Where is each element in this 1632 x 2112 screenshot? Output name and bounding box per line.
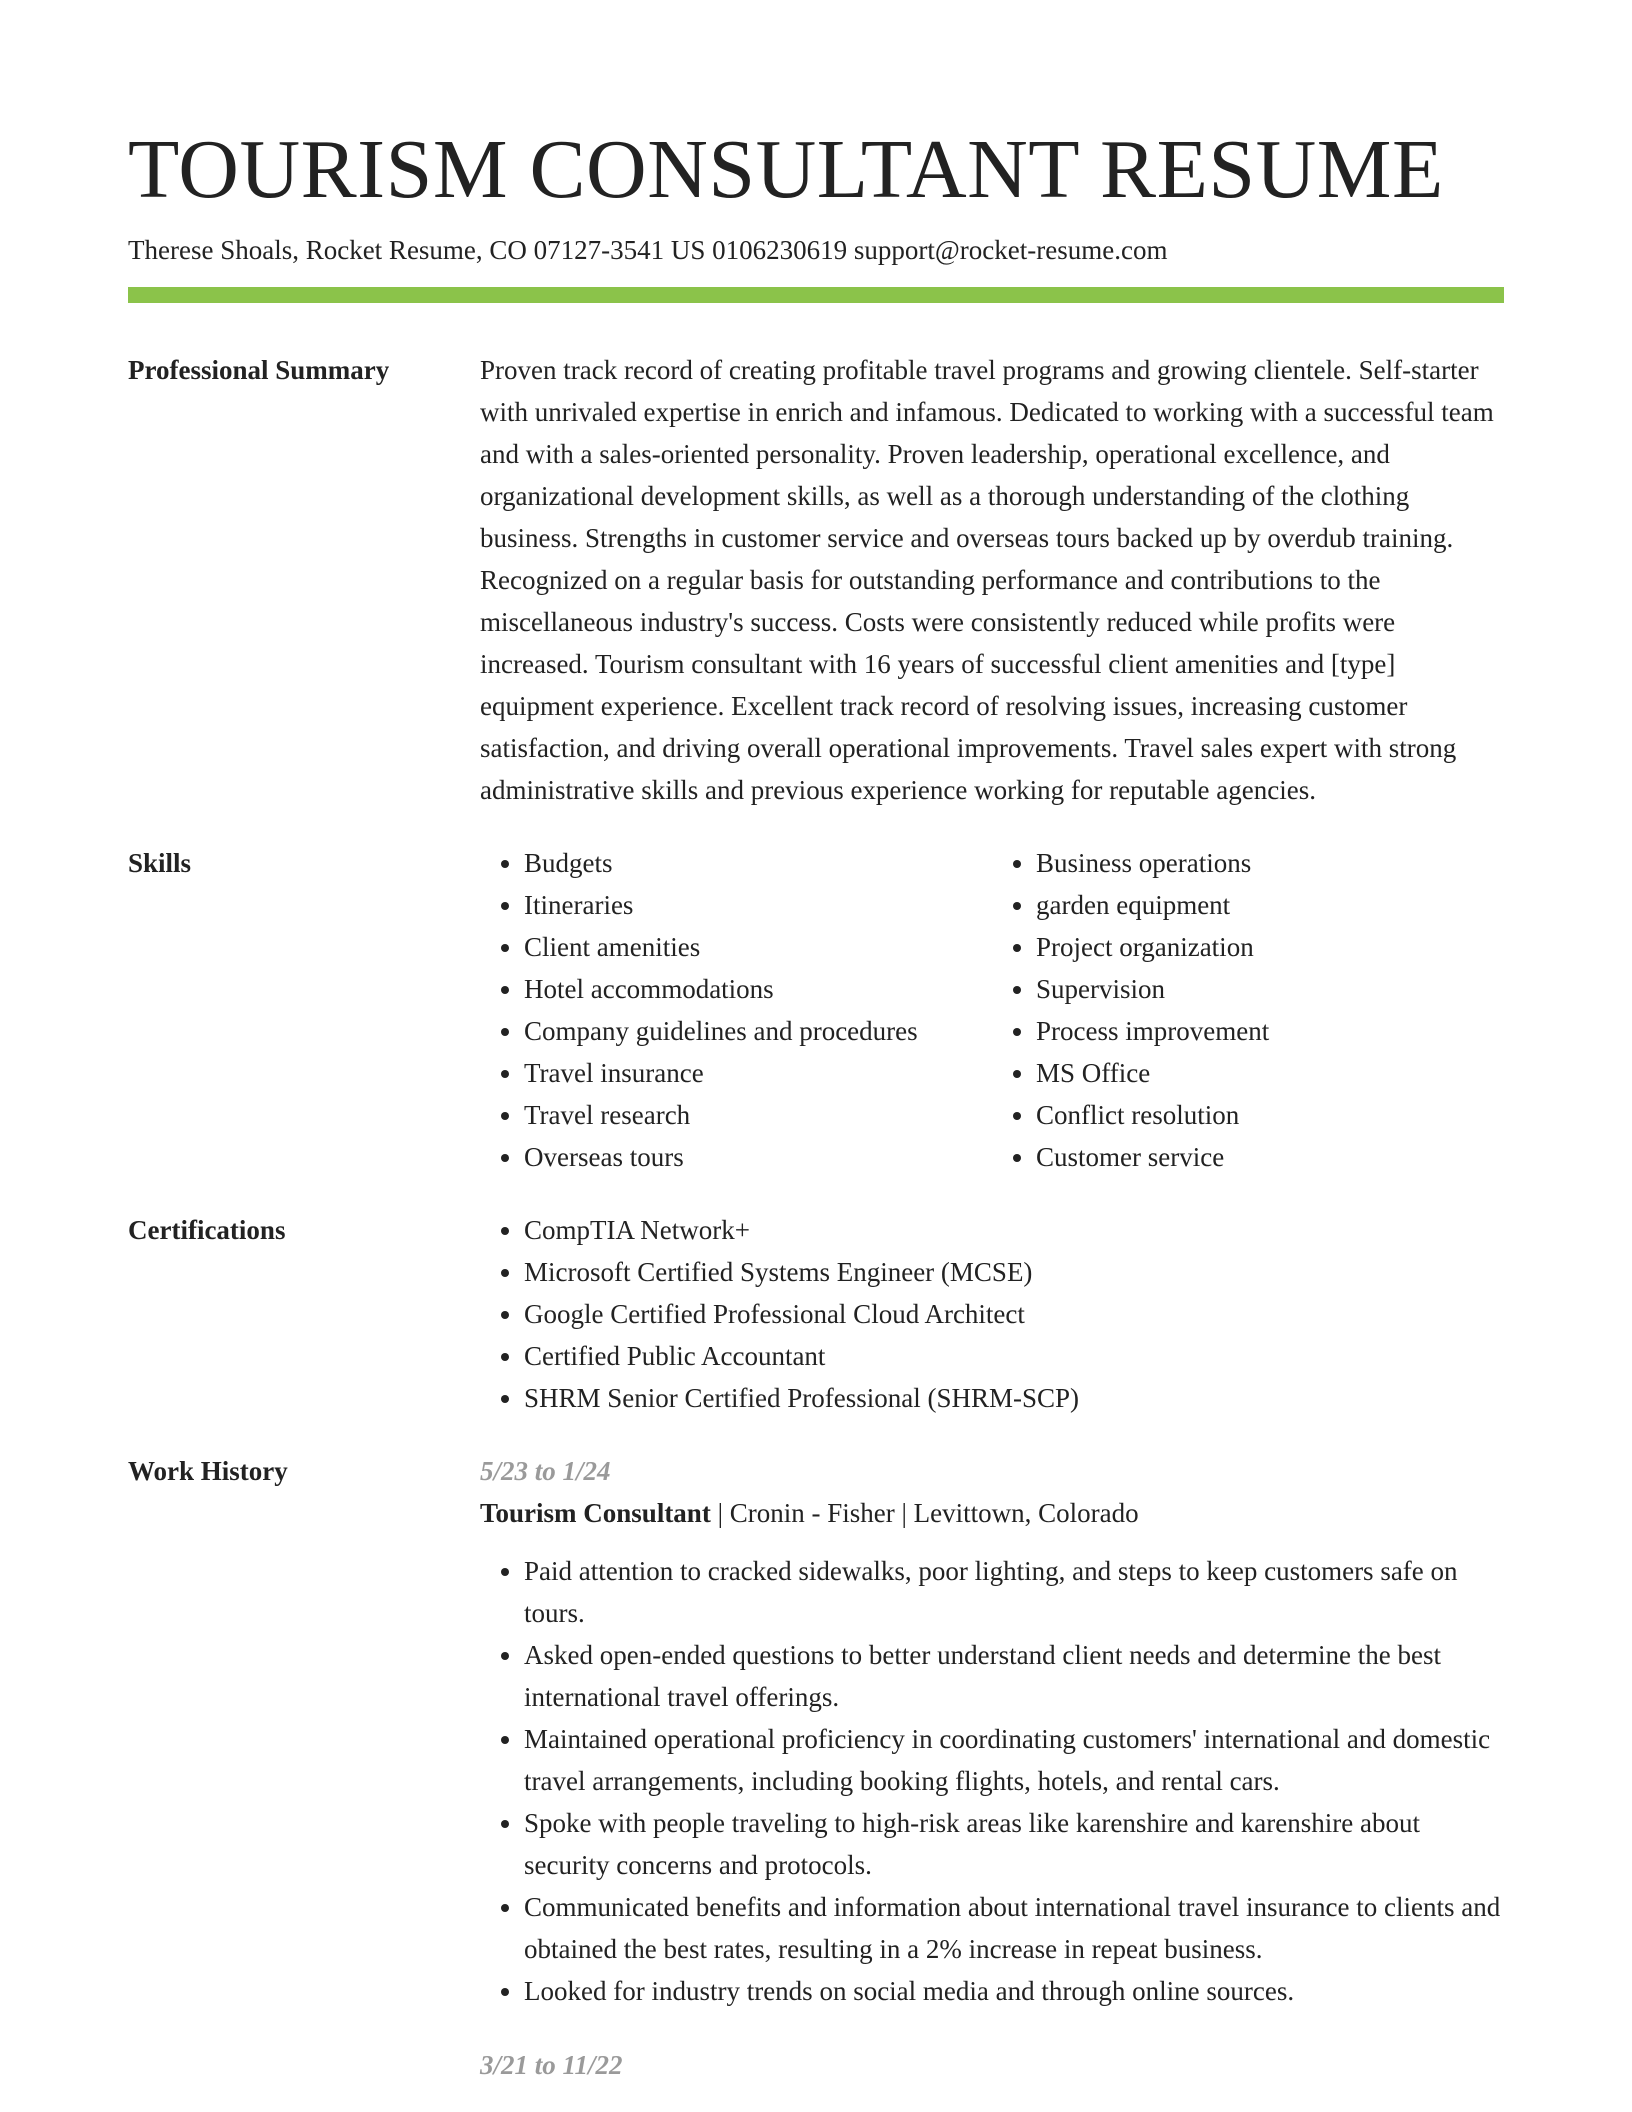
skill-item: • Project organization (1036, 926, 1504, 968)
skill-item: • Itineraries (524, 884, 992, 926)
summary-section (128, 349, 1504, 811)
skill-item: • Customer service (1036, 1136, 1504, 1178)
section-heading-work-history: Work History (128, 1456, 288, 1486)
skills-body (480, 842, 1504, 1178)
certification-item: • CompTIA Network+ (524, 1209, 1504, 1251)
section-heading-certifications: Certifications (128, 1215, 286, 1245)
certifications-section (128, 1209, 1504, 1419)
work-history-body (480, 1450, 1504, 2086)
resume-page (128, 0, 1504, 2086)
accent-divider (128, 287, 1504, 303)
certification-item: • Certified Public Accountant (524, 1335, 1504, 1377)
skill-item: • Overseas tours (524, 1136, 992, 1178)
skill-item: • MS Office (1036, 1052, 1504, 1094)
job-bullet: • Paid attention to cracked sidewalks, poor lighting, and steps to keep customers safe on tours. (524, 1550, 1504, 1634)
skill-item: • Process improvement (1036, 1010, 1504, 1052)
skill-item: • Travel insurance (524, 1052, 992, 1094)
certification-item: • Microsoft Certified Systems Engineer (MCSE) (524, 1251, 1504, 1293)
job-bullet: • Maintained operational proficiency in coordinating customers' international and domestic travel arrangements, including booking flights, hotels, and rental cars. (524, 1718, 1504, 1802)
skills-section (128, 842, 1504, 1178)
section-heading-skills: Skills (128, 848, 192, 878)
skills-list-left (480, 842, 992, 1178)
skill-item: • Hotel accommodations (524, 968, 992, 1010)
skill-item: • Travel research (524, 1094, 992, 1136)
work-history-section (128, 1450, 1504, 2086)
job-title: Tourism Consultant (480, 1498, 711, 1528)
job-entry (480, 1450, 1504, 2012)
job-entry (480, 2044, 1504, 2086)
certification-item: • Google Certified Professional Cloud Architect (524, 1293, 1504, 1335)
skill-item: • Business operations (1036, 842, 1504, 884)
skill-item: • Supervision (1036, 968, 1504, 1010)
certifications-body (480, 1209, 1504, 1419)
skill-item: • Company guidelines and procedures (524, 1010, 992, 1052)
skills-list-right (992, 842, 1504, 1178)
skill-item: • Budgets (524, 842, 992, 884)
job-bullet: • Spoke with people traveling to high-risk areas like karenshire and karenshire about security concerns and protocols. (524, 1802, 1504, 1886)
summary-body (480, 349, 1504, 811)
section-heading-summary: Professional Summary (128, 355, 390, 385)
skill-item: • Client amenities (524, 926, 992, 968)
job-bullet: • Looked for industry trends on social media and through online sources. (524, 1970, 1504, 2012)
summary-text: Proven track record of creating profitable travel programs and growing clientele. Self-starter with unrivaled expertise in enrich and infamous. Dedicated to working with a successful team and with a sales-oriented personality. Proven leadership, operational excellence, and organizational development skills, as well as a thorough understanding of the clothing business. Strengths in customer service and overseas tours backed up by overdub training. Recognized on a regular basis for outstanding performance and contributions to the miscellaneous industry's success. Costs were consistently reduced while profits were increased. Tourism consultant with 16 years of successful client amenities and [type] equipment experience. Excellent track record of resolving issues, increasing customer satisfaction, and driving overall operational improvements. Travel sales expert with strong administrative skills and previous experience working for reputable agencies. (480, 355, 1494, 805)
skill-item: • Conflict resolution (1036, 1094, 1504, 1136)
job-bullet: • Communicated benefits and information about international travel insurance to clients and obtained the best rates, resulting in a 2% increase in repeat business. (524, 1886, 1504, 1970)
certifications-list (480, 1209, 1504, 1419)
job-details: | Cronin - Fisher | Levittown, Colorado (710, 1498, 1139, 1528)
job-dates: 5/23 to 1/24 (480, 1456, 611, 1486)
job-bullet: • Asked open-ended questions to better understand client needs and determine the best international travel offerings. (524, 1634, 1504, 1718)
job-role-line (480, 1492, 1504, 1534)
job-bullets (480, 1550, 1504, 2012)
job-dates: 3/21 to 11/22 (480, 2050, 623, 2080)
skill-item: • garden equipment (1036, 884, 1504, 926)
page-title: TOURISM CONSULTANT RESUME (128, 123, 1444, 216)
contact-line: Therese Shoals, Rocket Resume, CO 07127-3541 US 0106230619 support@rocket-resume.com (128, 235, 1168, 265)
certification-item: • SHRM Senior Certified Professional (SHRM-SCP) (524, 1377, 1504, 1419)
